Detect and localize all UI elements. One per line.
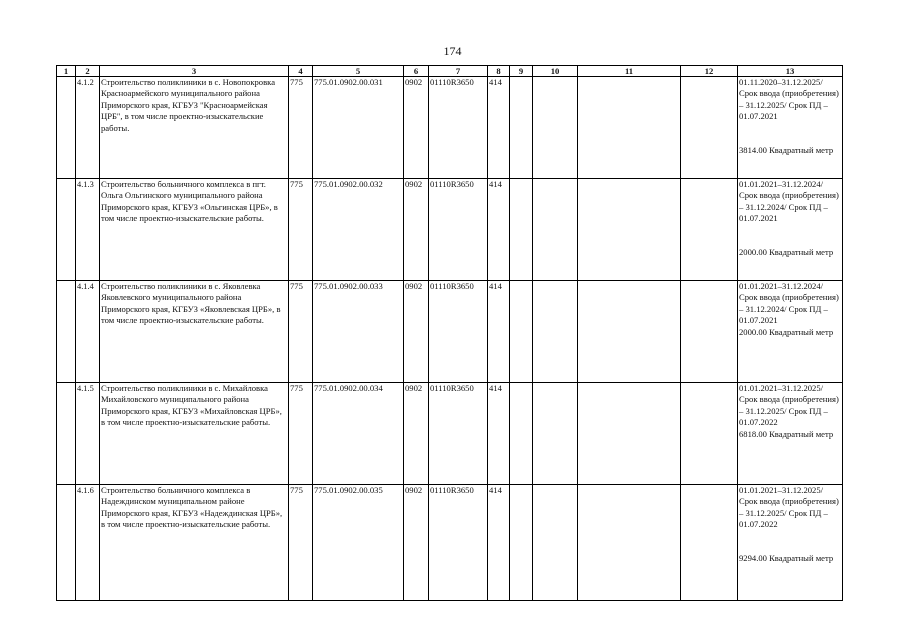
cell-object-name: Строительство больничного комплекса в Надеждинском муниципальном районе Приморского края, КГБУЗ «Надеждинская ЦРБ», в том числе проектно-изыскательские работы.	[100, 485, 289, 601]
cell-col-8: 414	[488, 485, 510, 601]
column-header-4: 4	[289, 66, 313, 77]
cell-col-8: 414	[488, 281, 510, 383]
term-text: 01.01.2021–31.12.2024/ Срок ввода (приобретения) – 31.12.2024/ Срок ПД – 01.07.2021	[739, 179, 839, 224]
cell-col-12	[681, 77, 738, 179]
term-text: 01.01.2021–31.12.2025/ Срок ввода (приобретения) – 31.12.2025/ Срок ПД – 01.07.2022	[739, 383, 839, 428]
column-header-2: 2	[76, 66, 100, 77]
cell-col-5: 775.01.0902.00.032	[313, 179, 404, 281]
cell-col-7: 01110R3650	[429, 383, 488, 485]
cell-object-name: Строительство больничного комплекса в пгт. Ольга Ольгинского муниципального района Приморского края, КГБУЗ «Ольгинская ЦРБ», в том числе проектно-изыскательские работы.	[100, 179, 289, 281]
cell-col-12	[681, 485, 738, 601]
cell-item-number: 4.1.5	[76, 383, 100, 485]
column-header-7: 7	[429, 66, 488, 77]
column-header-9: 9	[510, 66, 533, 77]
capacity-text: 3814.00 Квадратный метр	[739, 144, 834, 155]
cell-col-9	[510, 281, 533, 383]
cell-col-8: 414	[488, 383, 510, 485]
cell-item-number: 4.1.4	[76, 281, 100, 383]
cell-col-4: 775	[289, 77, 313, 179]
cell-col-11	[578, 485, 681, 601]
cell-item-number: 4.1.2	[76, 77, 100, 179]
cell-col-1	[57, 179, 76, 281]
cell-col-10	[533, 383, 578, 485]
spacer	[739, 123, 841, 145]
cell-col-8: 414	[488, 77, 510, 179]
column-header-3: 3	[100, 66, 289, 77]
cell-col-6: 0902	[404, 179, 429, 281]
cell-col-4: 775	[289, 179, 313, 281]
table-row	[57, 77, 843, 179]
cell-col-6: 0902	[404, 485, 429, 601]
table-row	[57, 383, 843, 485]
cell-terms-capacity	[738, 77, 843, 179]
budget-table	[56, 65, 843, 601]
cell-col-9	[510, 383, 533, 485]
cell-col-12	[681, 281, 738, 383]
cell-object-name: Строительство поликлиники в с. Яковлевка Яковлевского муниципального района Приморского края, КГБУЗ «Яковлевская ЦРБ», в том числе проектно-изыскательские работы.	[100, 281, 289, 383]
table-body	[57, 77, 843, 601]
cell-terms-capacity	[738, 281, 843, 383]
cell-col-10	[533, 77, 578, 179]
column-header-5: 5	[313, 66, 404, 77]
cell-terms-capacity	[738, 485, 843, 601]
capacity-text: 6818.00 Квадратный метр	[739, 428, 834, 439]
cell-item-number: 4.1.3	[76, 179, 100, 281]
cell-item-number: 4.1.6	[76, 485, 100, 601]
cell-col-5: 775.01.0902.00.034	[313, 383, 404, 485]
table-row	[57, 179, 843, 281]
cell-col-11	[578, 383, 681, 485]
cell-terms-capacity	[738, 179, 843, 281]
table-row	[57, 281, 843, 383]
column-header-8: 8	[488, 66, 510, 77]
cell-col-1	[57, 485, 76, 601]
column-header-10: 10	[533, 66, 578, 77]
table-row	[57, 485, 843, 601]
cell-col-4: 775	[289, 281, 313, 383]
cell-col-7: 01110R3650	[429, 179, 488, 281]
cell-col-12	[681, 383, 738, 485]
cell-col-9	[510, 485, 533, 601]
cell-col-8: 414	[488, 179, 510, 281]
table-header-row	[57, 66, 843, 77]
cell-col-1	[57, 281, 76, 383]
cell-col-6: 0902	[404, 77, 429, 179]
page-number: 174	[443, 44, 462, 58]
cell-col-11	[578, 77, 681, 179]
cell-col-4: 775	[289, 485, 313, 601]
cell-col-5: 775.01.0902.00.035	[313, 485, 404, 601]
term-text: 01.01.2021–31.12.2024/ Срок ввода (приобретения) – 31.12.2024/ Срок ПД – 01.07.2021	[739, 281, 839, 326]
cell-col-5: 775.01.0902.00.031	[313, 77, 404, 179]
term-text: 01.11.2020–31.12.2025/ Срок ввода (приобретения) – 31.12.2025/ Срок ПД – 01.07.2021	[739, 77, 839, 122]
cell-col-1	[57, 77, 76, 179]
cell-col-4: 775	[289, 383, 313, 485]
cell-col-1	[57, 383, 76, 485]
column-header-12: 12	[681, 66, 738, 77]
column-header-1: 1	[57, 66, 76, 77]
cell-col-7: 01110R3650	[429, 281, 488, 383]
cell-col-5: 775.01.0902.00.033	[313, 281, 404, 383]
cell-col-10	[533, 485, 578, 601]
spacer	[739, 225, 841, 247]
cell-terms-capacity	[738, 383, 843, 485]
term-text: 01.01.2021–31.12.2025/ Срок ввода (приобретения) – 31.12.2025/ Срок ПД – 01.07.2022	[739, 485, 839, 530]
cell-col-12	[681, 179, 738, 281]
cell-col-7: 01110R3650	[429, 77, 488, 179]
cell-col-11	[578, 281, 681, 383]
column-header-13: 13	[738, 66, 843, 77]
cell-col-7: 01110R3650	[429, 485, 488, 601]
cell-col-9	[510, 179, 533, 281]
capacity-text: 2000.00 Квадратный метр	[739, 326, 834, 337]
cell-col-6: 0902	[404, 281, 429, 383]
capacity-text: 2000.00 Квадратный метр	[739, 246, 834, 257]
cell-col-11	[578, 179, 681, 281]
cell-col-9	[510, 77, 533, 179]
capacity-text: 9294.00 Квадратный метр	[739, 552, 834, 563]
cell-col-10	[533, 281, 578, 383]
cell-col-10	[533, 179, 578, 281]
cell-object-name: Строительство поликлиники в с. Михайловка Михайловского муниципального района Приморского края, КГБУЗ «Михайловская ЦРБ», в том числе проектно-изыскательские работы.	[100, 383, 289, 485]
cell-col-6: 0902	[404, 383, 429, 485]
column-header-11: 11	[578, 66, 681, 77]
cell-object-name: Строительство поликлиники в с. Новопокровка Красноармейского муниципального района Приморского края, КГБУЗ "Красноармейская ЦРБ", в том числе проектно-изыскательские работы.	[100, 77, 289, 179]
column-header-6: 6	[404, 66, 429, 77]
spacer	[739, 531, 841, 553]
